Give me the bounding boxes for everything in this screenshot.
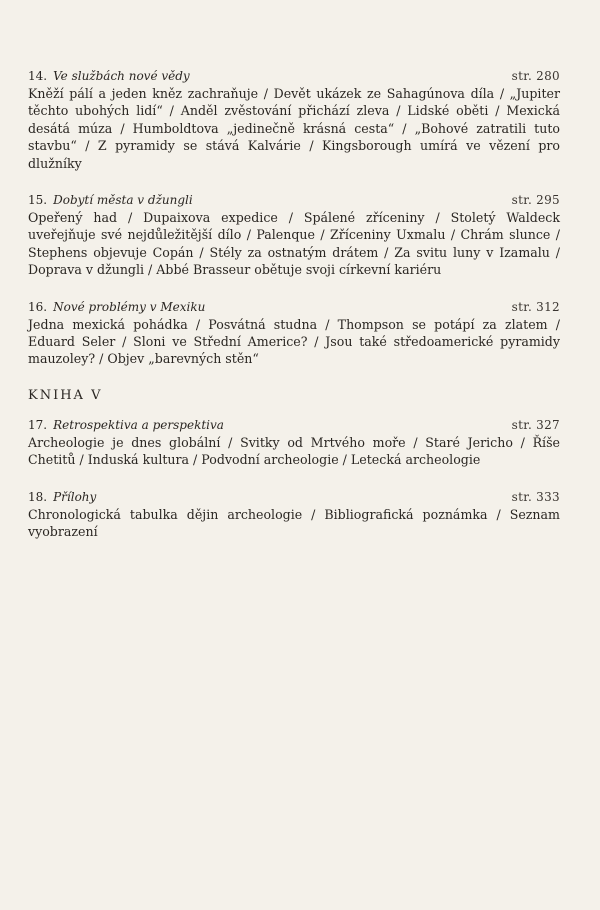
chapter-topics: Opeřený had / Dupaixova expedice / Spálené zříceniny / Stoletý Waldeck uveřejňuje své nejdůležitější dílo / Palenque / Zříceniny Uxmalu / Chrám slunce / Stephens objevuje Copán / Stély za ostnatým drátem / Za svitu luny v Izamalu / Doprava v džungli / Abbé Brasseur obětuje svoji církevní kariéru — [28, 210, 560, 278]
toc-entry-17 — [28, 417, 560, 469]
page-reference: str. 333 — [511, 489, 560, 504]
chapter-number: 17. — [28, 417, 48, 432]
chapter-topics: Chronologická tabulka dějin archeologie / Bibliografická poznámka / Seznam vyobrazení — [28, 506, 560, 540]
chapter-number: 16. — [28, 299, 48, 314]
chapter-number: 15. — [28, 193, 48, 208]
toc-entry-18 — [28, 489, 560, 541]
chapter-topics: Jedna mexická pohádka / Posvátná studna / Thompson se potápí za zlatem / Eduard Seler / Sloni ve Střední Americe? / Jsou také středoamerické pyramidy mauzoley? / Objev „barevných stěn“ — [28, 316, 560, 367]
chapter-number: 14. — [28, 69, 48, 83]
chapter-title: Dobytí města v džungli — [53, 193, 193, 208]
chapter-topics: Archeologie je dnes globální / Svitky od Mrtvého moře / Staré Jericho / Říše Chetitů / Induská kultura / Podvodní archeologie / Letecká archeologie — [28, 434, 560, 468]
page-reference: str. 295 — [511, 193, 560, 208]
toc-entry-15 — [28, 192, 560, 279]
book-heading: KNIHA V — [28, 387, 103, 403]
chapter-topics: Kněží pálí a jeden kněz zachraňuje / Devět ukázek ze Sahagúnova díla / „Jupiter těchto ubohých lidí“ / Anděl zvěstování přichází zleva / Lidské oběti / Mexická desátá múza / Humboldtova „jedinečně krásná cesta“ / „Bohové zatratili tuto stavbu“ / Z pyramidy se stává Kalvárie / Kingsborough umírá ve vězení pro dlužníky — [28, 86, 560, 171]
chapter-number: 18. — [28, 489, 48, 504]
page-reference: str. 280 — [511, 69, 560, 83]
chapter-title: Retrospektiva a perspektiva — [53, 417, 224, 432]
chapter-title: Ve službách nové vědy — [53, 69, 190, 83]
toc-entry-14 — [28, 68, 560, 172]
toc-entry-16 — [28, 299, 560, 368]
page-reference: str. 327 — [511, 417, 560, 432]
chapter-title: Přílohy — [53, 489, 97, 504]
chapter-title: Nové problémy v Mexiku — [53, 299, 206, 314]
page-reference: str. 312 — [511, 299, 560, 314]
table-of-contents — [28, 68, 560, 561]
